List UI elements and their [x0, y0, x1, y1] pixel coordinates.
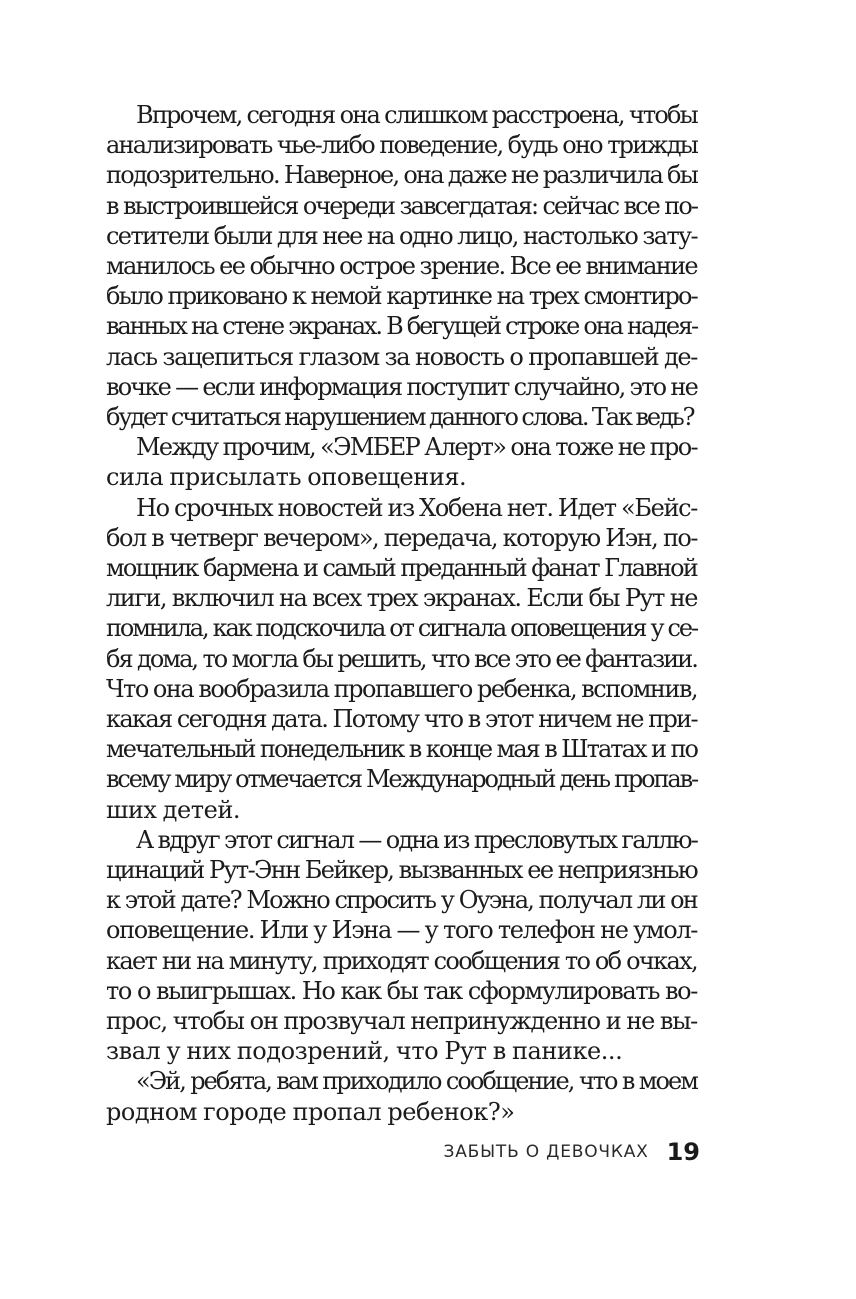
page-number: 19	[666, 1138, 700, 1166]
text-line: кает ни на минуту, приходят сообщения то об очках,	[106, 946, 697, 975]
text-line: бол в четверг вечером», передача, которую Иэн, по-	[106, 523, 697, 552]
text-line: прос, чтобы он прозвучал непринужденно и не вы-	[106, 1007, 697, 1035]
page-footer	[400, 1136, 700, 1168]
text-line: бя дома, то могла бы решить, что все это ее фантазии.	[106, 644, 697, 673]
text-line: в выстроившейся очереди завсегдатая: сейчас все по-	[106, 191, 697, 220]
text-line: «Эй, ребята, вам приходило сообщение, что в моем	[136, 1067, 697, 1096]
text-line: сила присылать оповещения.	[106, 463, 467, 492]
text-line: мощник бармена и самый преданный фанат Главной	[106, 554, 697, 582]
text-line: то о выигрышах. Но как бы так сформулировать во-	[106, 976, 697, 1005]
text-line: ванных на стене экранах. В бегущей строке она надея-	[106, 312, 697, 341]
text-line: Впрочем, сегодня она слишком расстроена, чтобы	[136, 101, 697, 129]
text-line: лиги, включил на всех трех экранах. Если бы Рут не	[106, 584, 697, 613]
text-line: А вдруг этот сигнал — одна из пресловутых галлю-	[136, 825, 697, 854]
text-line: родном городе пропал ребенок?»	[106, 1097, 515, 1126]
text-line: лась зацепиться глазом за новость о пропавшей де-	[106, 342, 697, 371]
text-line: какая сегодня дата. Потому что в этот ничем не при-	[106, 705, 697, 733]
text-line: Что она вообразила пропавшего ребенка, вспомнив,	[106, 674, 697, 703]
text-line: вочке — если информация поступит случайно, это не	[106, 372, 697, 401]
text-line: Но срочных новостей из Хобена нет. Идет «Бейс-	[136, 493, 697, 522]
text-line: анализировать чье-либо поведение, будь оно трижды	[106, 131, 697, 160]
text-line: звал у них подозрений, что Рут в панике...	[106, 1037, 623, 1066]
text-line: всему миру отмечается Международный день пропав-	[106, 765, 697, 794]
text-line: помнила, как подскочила от сигнала оповещения у се-	[106, 614, 697, 643]
text-line: цинаций Рут-Энн Бейкер, вызванных ее неприязнью	[106, 856, 697, 884]
text-line: будет считаться нарушением данного слова. Так ведь?	[106, 403, 694, 431]
text-line: Между прочим, «ЭМБЕР Алерт» она тоже не про-	[136, 433, 697, 462]
text-line: к этой дате? Можно спросить у Оуэна, получал ли он	[106, 886, 697, 915]
running-title: ЗАБЫТЬ О ДЕВОЧКАХ	[443, 1142, 649, 1162]
text-line: сетители были для нее на одно лицо, настолько зату-	[106, 221, 697, 250]
text-line: мечательный понедельник в конце мая в Штатах и по	[106, 735, 697, 764]
text-line: было приковано к немой картинке на трех смонтиро-	[106, 282, 697, 311]
text-line: подозрительно. Наверное, она даже не различила бы	[106, 161, 697, 190]
text-line: оповещение. Или у Иэна — у того телефон не умол-	[106, 916, 697, 945]
text-line: ших детей.	[106, 795, 241, 824]
text-line: манилось ее обычно острое зрение. Все ее внимание	[106, 252, 697, 280]
